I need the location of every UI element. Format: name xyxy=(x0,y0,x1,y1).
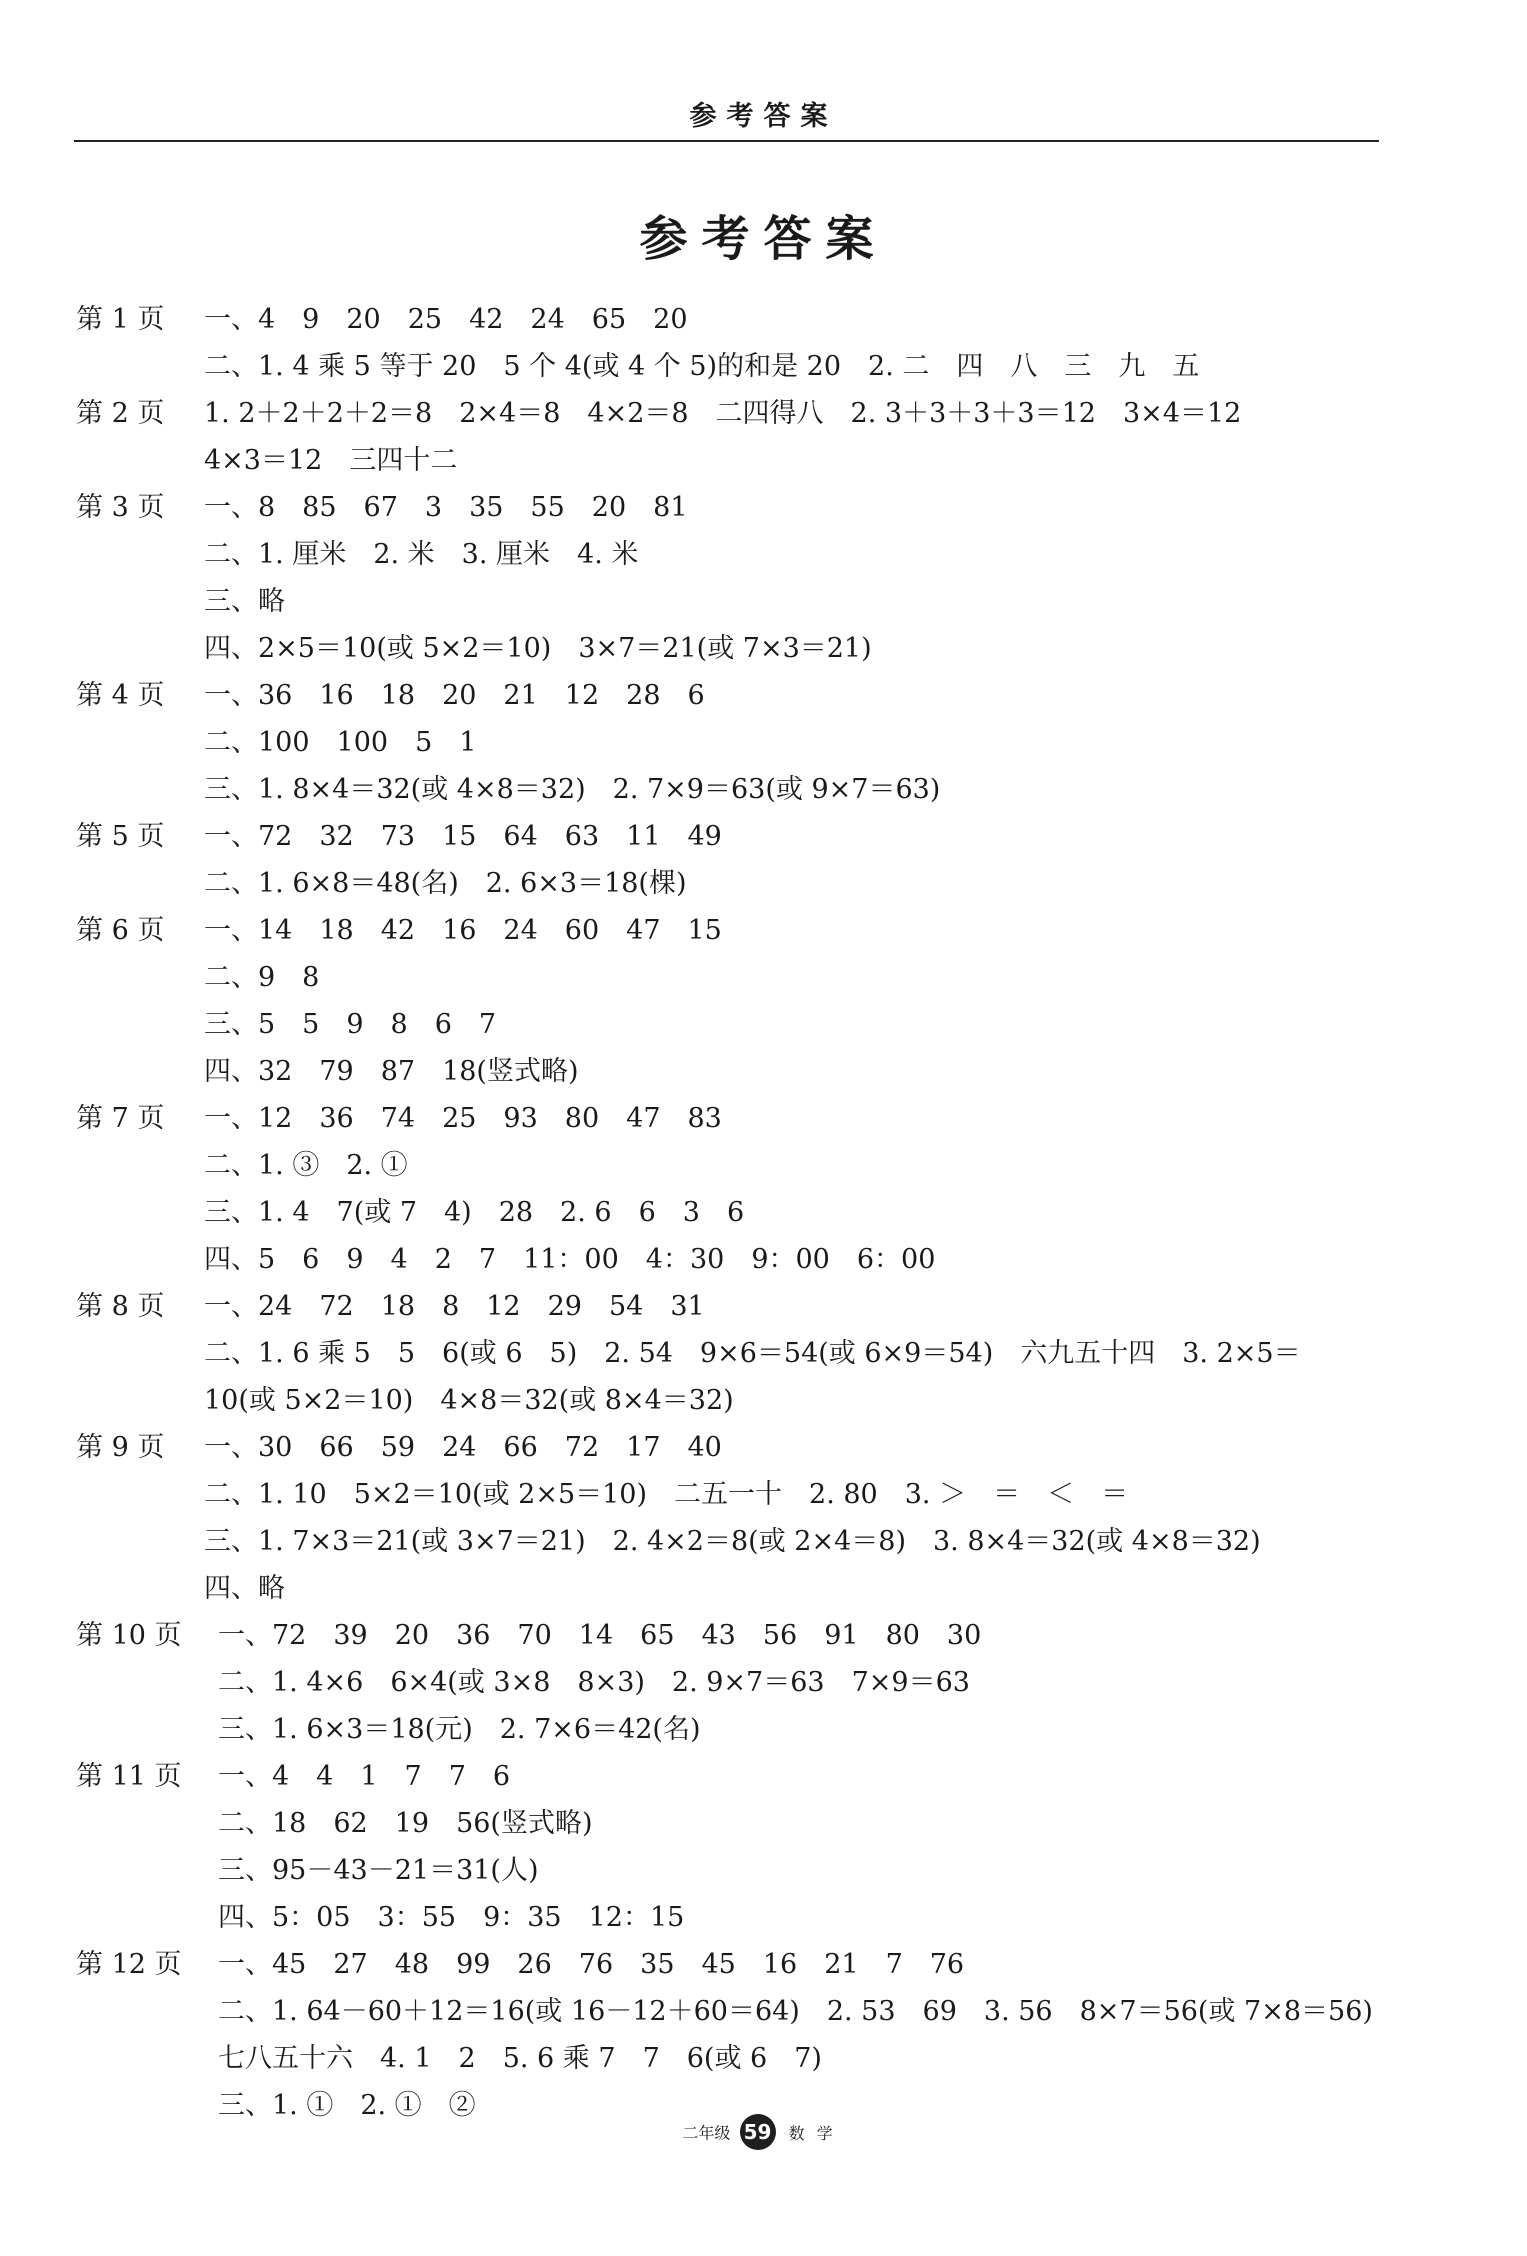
answer-line xyxy=(76,813,1386,860)
answer-list xyxy=(76,296,1386,2129)
answer-line xyxy=(76,1283,1386,1330)
answer-text: 二、1. 64－60＋12＝16(或 16－12＋60＝64) 2. 53 69 3. 56 8×7＝56(或 7×8＝56) xyxy=(218,1996,1373,2027)
page-label: 第 3 页 xyxy=(76,492,165,523)
page-footer xyxy=(0,2114,1527,2150)
answer-text: 一、4 9 20 25 42 24 65 20 xyxy=(204,304,688,335)
answer-line xyxy=(76,1847,1386,1894)
answer-text: 四、2×5＝10(或 5×2＝10) 3×7＝21(或 7×3＝21) xyxy=(204,633,872,664)
header-rule xyxy=(74,140,1379,142)
answer-text: 10(或 5×2＝10) 4×8＝32(或 8×4＝32) xyxy=(204,1385,734,1416)
answer-text: 四、32 79 87 18(竖式略) xyxy=(204,1056,579,1087)
answer-text: 三、1. 6×3＝18(元) 2. 7×6＝42(名) xyxy=(218,1714,701,1745)
answer-line xyxy=(76,484,1386,531)
page-label: 第 2 页 xyxy=(76,398,165,429)
answer-text: 二、100 100 5 1 xyxy=(204,727,477,758)
answer-line xyxy=(76,1941,1386,1988)
answer-text: 一、4 4 1 7 7 6 xyxy=(218,1761,511,1792)
answer-text: 二、1. 4×6 6×4(或 3×8 8×3) 2. 9×7＝63 7×9＝63 xyxy=(218,1667,970,1698)
answer-text: 三、1. 4 7(或 7 4) 28 2. 6 6 3 6 xyxy=(204,1197,745,1228)
answer-text: 二、1. ③ 2. ① xyxy=(204,1150,408,1181)
answer-text: 二、1. 6 乘 5 5 6(或 6 5) 2. 54 9×6＝54(或 6×9＝54) 六九五十四 3. 2×5＝ xyxy=(204,1338,1301,1369)
answer-line xyxy=(76,1753,1386,1800)
answer-line xyxy=(76,531,1386,578)
answer-line xyxy=(76,907,1386,954)
answer-text: 一、8 85 67 3 35 55 20 81 xyxy=(204,492,688,523)
answer-line xyxy=(76,437,1386,484)
answer-line xyxy=(76,1518,1386,1565)
answer-line xyxy=(76,1565,1386,1612)
answer-line xyxy=(76,1377,1386,1424)
answer-text: 一、30 66 59 24 66 72 17 40 xyxy=(204,1432,722,1463)
answer-line xyxy=(76,296,1386,343)
answer-line xyxy=(76,1471,1386,1518)
page-label: 第 10 页 xyxy=(76,1620,182,1651)
answer-line xyxy=(76,1424,1386,1471)
answer-line xyxy=(76,719,1386,766)
answer-line xyxy=(76,625,1386,672)
page-title: 参考答案 xyxy=(639,211,888,267)
answer-line xyxy=(76,390,1386,437)
page-label: 第 8 页 xyxy=(76,1291,165,1322)
page-label: 第 9 页 xyxy=(76,1432,165,1463)
page-label: 第 1 页 xyxy=(76,304,165,335)
answer-text: 二、1. 6×8＝48(名) 2. 6×3＝18(棵) xyxy=(204,868,687,899)
answer-text: 四、略 xyxy=(204,1573,285,1604)
page-label: 第 12 页 xyxy=(76,1949,182,1980)
page-label: 第 7 页 xyxy=(76,1103,165,1134)
page-label: 第 5 页 xyxy=(76,821,165,852)
answer-text: 1. 2＋2＋2＋2＝8 2×4＝8 4×2＝8 二四得八 2. 3＋3＋3＋3＝12 3×4＝12 xyxy=(204,398,1242,429)
answer-text: 三、95－43－21＝31(人) xyxy=(218,1855,539,1886)
page-label: 第 11 页 xyxy=(76,1761,182,1792)
answer-line xyxy=(76,343,1386,390)
answer-text: 二、1. 4 乘 5 等于 20 5 个 4(或 4 个 5)的和是 20 2. 二 四 八 三 九 五 xyxy=(204,351,1200,382)
answer-text: 一、36 16 18 20 21 12 28 6 xyxy=(204,680,705,711)
page-number-badge: 59 xyxy=(740,2114,776,2150)
answer-line xyxy=(76,860,1386,907)
page-label: 第 6 页 xyxy=(76,915,165,946)
answer-text: 三、1. ① 2. ① ② xyxy=(218,2090,476,2121)
answer-line xyxy=(76,1048,1386,1095)
answer-text: 一、12 36 74 25 93 80 47 83 xyxy=(204,1103,722,1134)
footer-grade: 二年级 xyxy=(682,2123,731,2143)
answer-line xyxy=(76,1659,1386,1706)
answer-line xyxy=(76,766,1386,813)
answer-text: 二、18 62 19 56(竖式略) xyxy=(218,1808,593,1839)
answer-text: 四、5：05 3：55 9：35 12：15 xyxy=(218,1902,685,1933)
answer-line xyxy=(76,1706,1386,1753)
running-title: 参考答案 xyxy=(689,101,838,132)
answer-line xyxy=(76,1612,1386,1659)
answer-line xyxy=(76,1894,1386,1941)
answer-text: 二、1. 10 5×2＝10(或 2×5＝10) 二五一十 2. 80 3. ＞ ＝ ＜ ＝ xyxy=(204,1479,1129,1510)
answer-text: 一、14 18 42 16 24 60 47 15 xyxy=(204,915,722,946)
answer-text: 4×3＝12 三四十二 xyxy=(204,445,458,476)
answer-text: 三、1. 7×3＝21(或 3×7＝21) 2. 4×2＝8(或 2×4＝8) 3. 8×4＝32(或 4×8＝32) xyxy=(204,1526,1261,1557)
answer-text: 三、5 5 9 8 6 7 xyxy=(204,1009,497,1040)
answer-text: 一、45 27 48 99 26 76 35 45 16 21 7 76 xyxy=(218,1949,965,1980)
answer-text: 三、略 xyxy=(204,586,285,617)
answer-text: 三、1. 8×4＝32(或 4×8＝32) 2. 7×9＝63(或 9×7＝63) xyxy=(204,774,941,805)
answer-text: 一、24 72 18 8 12 29 54 31 xyxy=(204,1291,705,1322)
answer-line xyxy=(76,1988,1386,2035)
answer-text: 二、1. 厘米 2. 米 3. 厘米 4. 米 xyxy=(204,539,639,570)
answer-line xyxy=(76,1142,1386,1189)
answer-text: 二、9 8 xyxy=(204,962,320,993)
footer-subject: 数学 xyxy=(788,2123,845,2143)
answer-text: 一、72 39 20 36 70 14 65 43 56 91 80 30 xyxy=(218,1620,982,1651)
answer-line xyxy=(76,1095,1386,1142)
answer-line xyxy=(76,578,1386,625)
answer-line xyxy=(76,672,1386,719)
answer-line xyxy=(76,1330,1386,1377)
answer-text: 七八五十六 4. 1 2 5. 6 乘 7 7 6(或 6 7) xyxy=(218,2043,822,2074)
answer-line xyxy=(76,2035,1386,2082)
answer-text: 一、72 32 73 15 64 63 11 49 xyxy=(204,821,722,852)
page-label: 第 4 页 xyxy=(76,680,165,711)
answer-text: 四、5 6 9 4 2 7 11：00 4：30 9：00 6：00 xyxy=(204,1244,936,1275)
answer-line xyxy=(76,1236,1386,1283)
answer-line xyxy=(76,954,1386,1001)
answer-line xyxy=(76,1189,1386,1236)
answer-line xyxy=(76,1001,1386,1048)
answer-line xyxy=(76,1800,1386,1847)
